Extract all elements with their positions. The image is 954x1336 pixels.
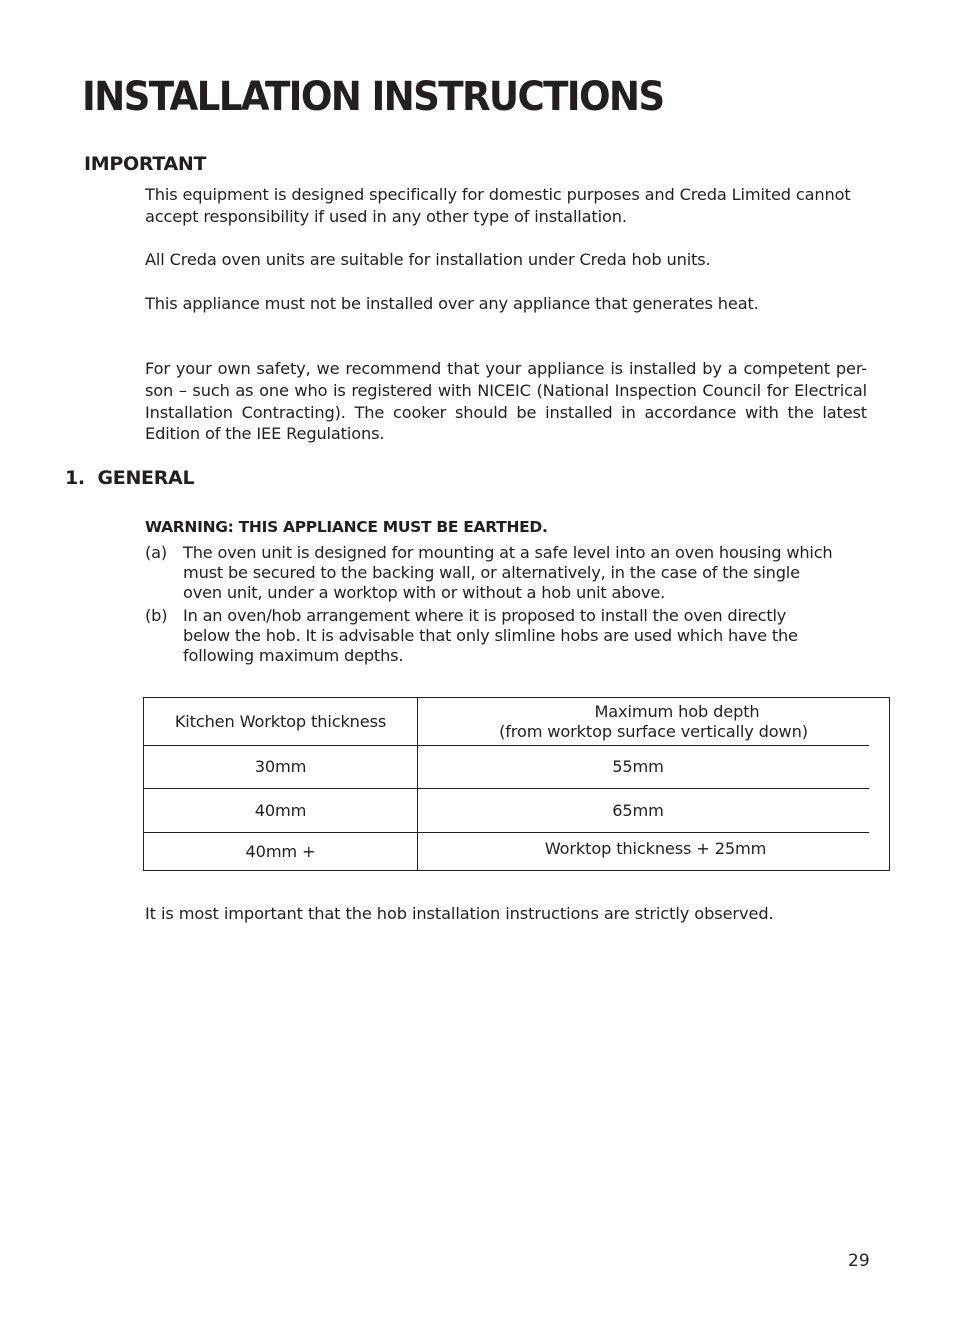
earth-warning: WARNING: THIS APPLIANCE MUST BE EARTHED. xyxy=(145,518,548,536)
page-title: INSTALLATION INSTRUCTIONS xyxy=(82,74,664,120)
table-cell: 65mm xyxy=(612,800,664,820)
list-marker: (a) xyxy=(145,543,167,562)
table-header-depth-line-1: Maximum hob depth xyxy=(594,701,760,721)
important-heading: IMPORTANT xyxy=(84,153,207,175)
list-marker: (b) xyxy=(145,606,168,625)
table-header-depth-line-2: (from worktop surface vertically down) xyxy=(499,721,808,741)
important-paragraph-2: All Creda oven units are suitable for installation under Creda hob units. xyxy=(145,250,711,269)
table-cell: 30mm xyxy=(254,757,307,776)
list-item-text: In an oven/hob arrangement where it is proposed to install the oven directly below the hob. It is advisable that only slimline hobs are used which have the following maximum depths. xyxy=(183,606,798,665)
table-cell: 40mm xyxy=(254,800,307,820)
table-header-thickness: Kitchen Worktop thickness xyxy=(174,711,387,731)
table-header-depth xyxy=(418,698,889,745)
safety-paragraph: For your own safety, we recommend that your appliance is installed by a competent per-son – such as one who is registered with NICEIC (National Inspection Council for Electrical Installation Contracting). The cooker should be installed in accordance with the latest Edition of the IEE Regulations. xyxy=(145,359,867,444)
hob-depth-table xyxy=(143,697,890,871)
table-cell: 40mm + xyxy=(245,841,316,861)
general-heading: 1. GENERAL xyxy=(65,467,195,489)
list-item-text: The oven unit is designed for mounting at a safe level into an oven housing which must be secured to the backing wall, or alternatively, in the case of the single oven unit, under a worktop with or without a hob unit above. xyxy=(183,543,833,602)
closing-note: It is most important that the hob installation instructions are strictly observed. xyxy=(145,904,774,923)
important-paragraph-1: This equipment is designed specifically for domestic purposes and Creda Limited cannot accept responsibility if used in any other type of installation. xyxy=(145,185,851,226)
important-paragraph-3: This appliance must not be installed over any appliance that generates heat. xyxy=(145,294,759,313)
page-number: 29 xyxy=(848,1251,870,1271)
table-cell: 55mm xyxy=(612,757,664,776)
table-cell: Worktop thickness + 25mm xyxy=(544,838,767,858)
